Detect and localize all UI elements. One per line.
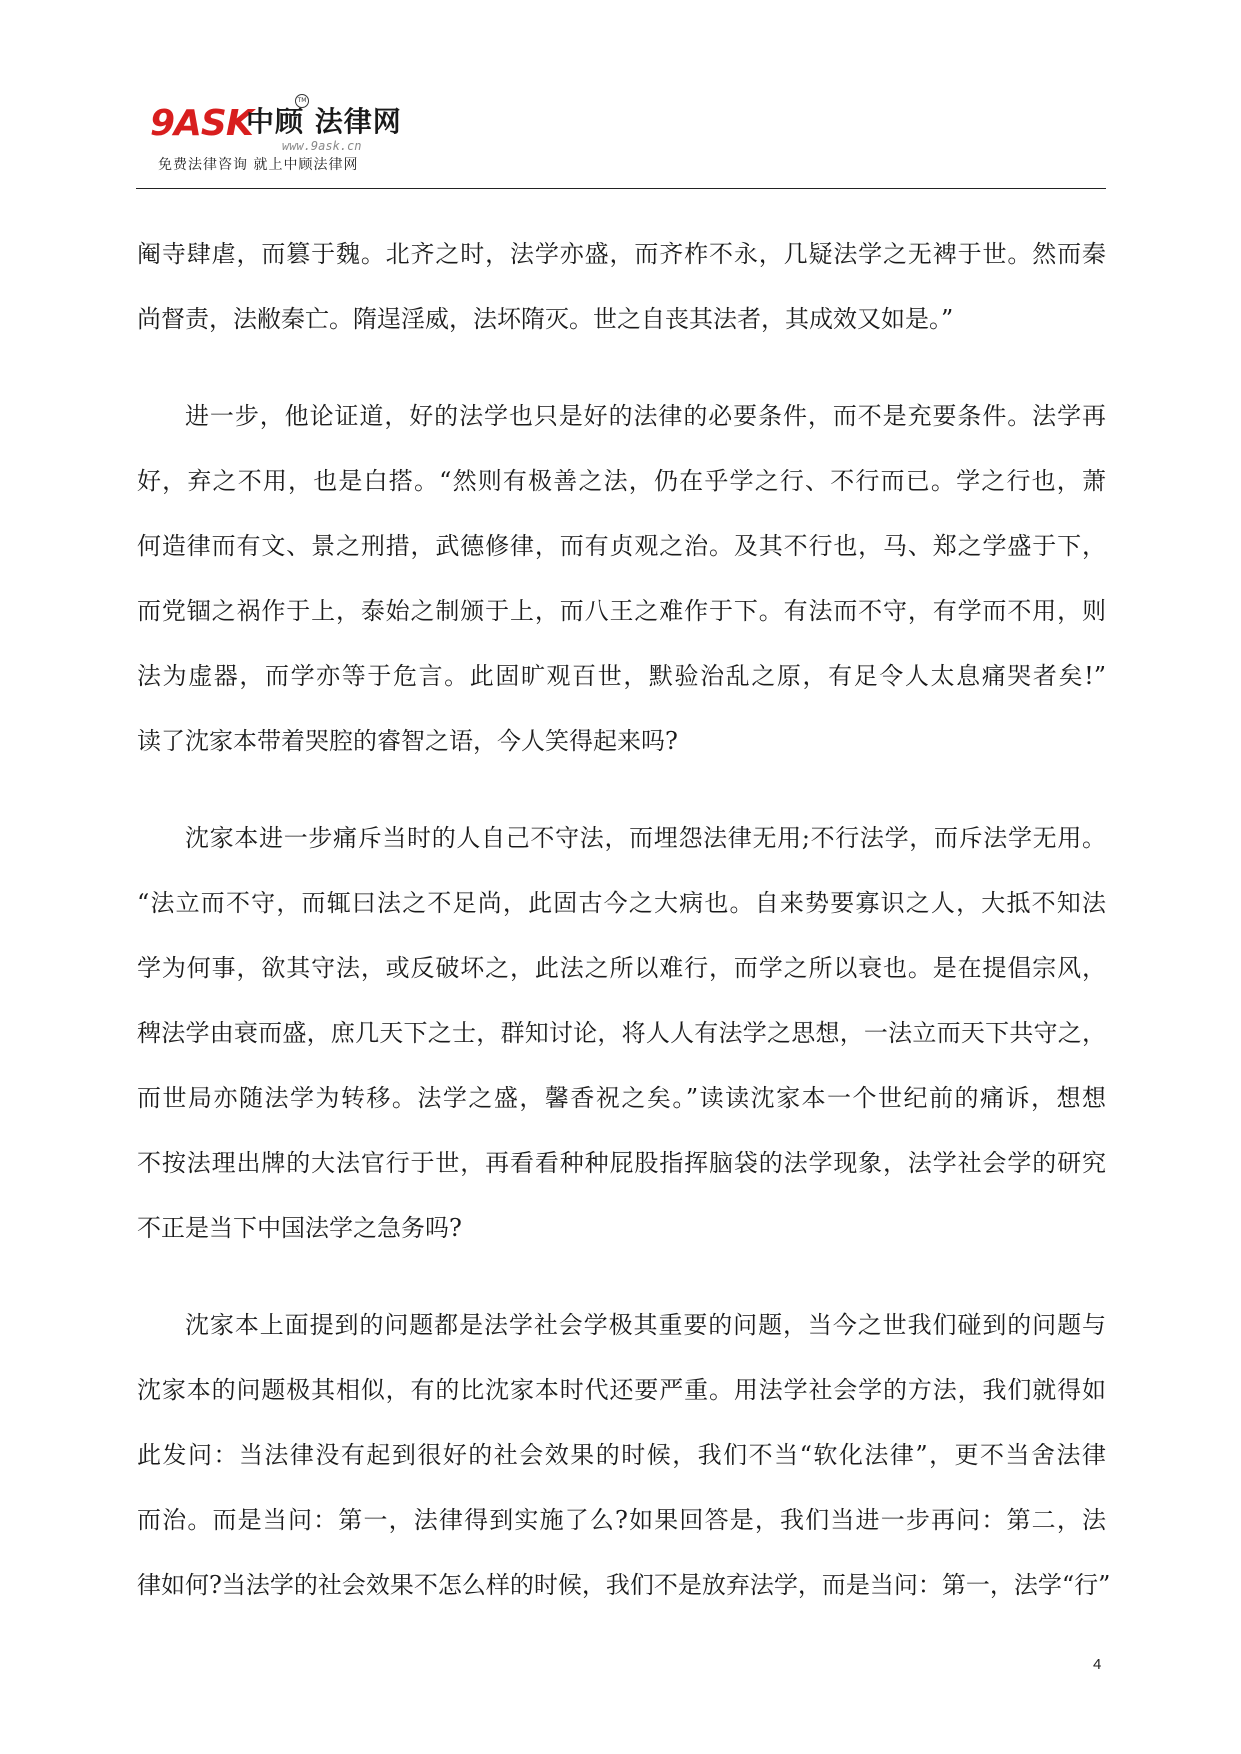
text-line: 何造律而有文、景之刑措，武德修律，而有贞观之治。及其不行也，马、郑之学盛于下，: [137, 532, 1106, 560]
text-line: 学为何事，欲其守法，或反破坏之，此法之所以难行，而学之所以衰也。是在提倡宗风，: [137, 954, 1106, 982]
text-line: 法为虚器，而学亦等于危言。此固旷观百世，默验治乱之原，有足令人太息痛哭者矣!”: [137, 662, 1106, 690]
text-line: 读了沈家本带着哭腔的睿智之语，今人笑得起来吗?: [137, 727, 678, 755]
text-line: 而党锢之祸作于上，泰始之制颁于上，而八王之难作于下。有法而不守，有学而不用，则: [137, 597, 1106, 625]
text-line: 而世局亦随法学为转移。法学之盛，馨香祝之矣。”读读沈家本一个世纪前的痛诉，想想: [137, 1084, 1106, 1112]
text-line: 而治。而是当问：第一，法律得到实施了么?如果回答是，我们当进一步再问：第二，法: [137, 1506, 1106, 1534]
text-line: 不按法理出牌的大法官行于世，再看看种种屁股指挥脑袋的法学现象，法学社会学的研究: [137, 1149, 1106, 1177]
text-line: 沈家本的问题极其相似，有的比沈家本时代还要严重。用法学社会学的方法，我们就得如: [137, 1376, 1106, 1404]
text-line: 不正是当下中国法学之急务吗?: [137, 1214, 462, 1242]
text-line: “法立而不守，而辄曰法之不足尚，此固古今之大病也。自来势要寡识之人，大抵不知法: [137, 889, 1106, 917]
text-line: 沈家本进一步痛斥当时的人自己不守法，而埋怨法律无用;不行法学，而斥法学无用。: [185, 824, 1106, 852]
logo-url: www.9ask.cn: [282, 139, 362, 153]
text-line: 进一步，他论证道，好的法学也只是好的法律的必要条件，而不是充要条件。法学再: [185, 402, 1106, 430]
paragraph-2: [137, 384, 1106, 774]
header-divider: [136, 188, 1106, 189]
document-body: [137, 222, 1111, 1650]
trademark-icon: TM: [295, 94, 309, 108]
text-line: 沈家本上面提到的问题都是法学社会学极其重要的问题，当今之世我们碰到的问题与: [185, 1311, 1106, 1339]
paragraph-1: [137, 222, 1106, 352]
paragraph-3: [137, 806, 1106, 1261]
text-line: 此发问：当法律没有起到很好的社会效果的时候，我们不当“软化法律”，更不当舍法律: [137, 1441, 1106, 1469]
logo-slogan: 免费法律咨询 就上中顾法律网: [158, 157, 359, 173]
text-line: 好，弃之不用，也是白搭。“然则有极善之法，仍在乎学之行、不行而已。学之行也，萧: [137, 467, 1106, 495]
text-line: 律如何?当法学的社会效果不怎么样的时候，我们不是放弃法学，而是当问：第一，法学“行”: [137, 1571, 1111, 1599]
text-line: 尚督责，法敝秦亡。隋逞淫威，法坏隋灭。世之自丧其法者，其成效又如是。”: [137, 305, 954, 333]
paragraph-4: [137, 1293, 1111, 1618]
page-number: 4: [1093, 1656, 1102, 1673]
logo-brand-name: 中顾 法律网: [246, 105, 402, 138]
text-line: 阉寺肆虐，而篡于魏。北齐之时，法学亦盛，而齐柞不永，几疑法学之无裨于世。然而秦: [137, 240, 1106, 268]
text-line: 稗法学由衰而盛，庶几天下之士，群知讨论，将人人有法学之思想，一法立而天下共守之，: [137, 1019, 1106, 1047]
logo-mark: 9ASK: [150, 103, 253, 144]
site-logo: [150, 92, 430, 184]
